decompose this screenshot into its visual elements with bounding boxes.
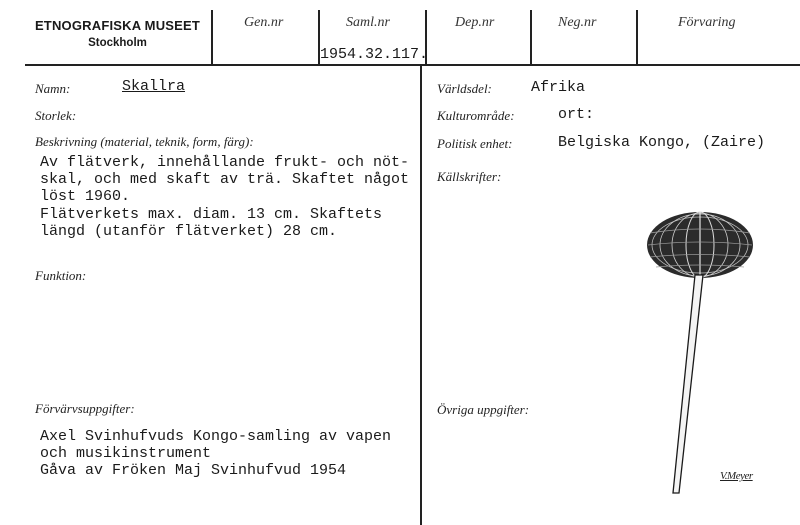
namn-label: Namn: — [35, 81, 71, 96]
gen-nr-label: Gen.nr — [244, 15, 284, 30]
beskrivning-line-1: Av flätverk, innehållande frukt- och nöt- — [40, 154, 410, 171]
kulturomrade-value: ort: — [558, 106, 595, 123]
center-vertical-rule — [420, 65, 422, 525]
header-divider-1 — [211, 10, 213, 65]
header-divider-5 — [636, 10, 638, 65]
ovriga-label: Övriga uppgifter: — [437, 402, 530, 417]
forvarv-line-3: Gåva av Fröken Maj Svinhufvud 1954 — [40, 462, 347, 479]
saml-nr-value: 1954.32.117. — [320, 46, 429, 63]
museum-name: ETNOGRAFISKA MUSEET — [34, 18, 201, 33]
forvarv-line-2: och musikinstrument — [40, 445, 212, 462]
museum-city: Stockholm — [88, 37, 147, 49]
beskrivning-label: Beskrivning (material, teknik, form, färg): — [35, 134, 254, 149]
beskrivning-line-4: Flätverkets max. diam. 13 cm. Skaftets — [40, 206, 383, 223]
forvaring-label: Förvaring — [678, 15, 736, 30]
politisk-label: Politisk enhet: — [437, 136, 513, 151]
rattle-handle — [673, 275, 703, 493]
varldsdel-value: Afrika — [531, 79, 586, 96]
artist-signature: V.Meyer — [720, 470, 753, 482]
beskrivning-line-2: skal, och med skaft av trä. Skaftet något — [40, 171, 410, 188]
rattle-basket — [647, 212, 753, 278]
kulturomrade-label: Kulturområde: — [437, 108, 515, 123]
beskrivning-line-5: längd (utanför flätverket) 28 cm. — [40, 223, 338, 240]
funktion-label: Funktion: — [35, 268, 87, 283]
rattle-drawing — [640, 205, 770, 495]
saml-nr-label: Saml.nr — [346, 15, 390, 30]
namn-value: Skallra — [122, 78, 186, 95]
forvarv-label: Förvärvsuppgifter: — [35, 401, 135, 416]
dep-nr-label: Dep.nr — [455, 15, 495, 30]
header-divider-4 — [530, 10, 532, 65]
neg-nr-label: Neg.nr — [558, 15, 597, 30]
politisk-value: Belgiska Kongo, (Zaire) — [558, 134, 766, 151]
header-bottom-rule — [25, 64, 800, 66]
varldsdel-label: Världsdel: — [437, 81, 492, 96]
beskrivning-line-3: löst 1960. — [40, 188, 131, 205]
storlek-label: Storlek: — [35, 108, 77, 123]
kallskrifter-label: Källskrifter: — [437, 169, 502, 184]
forvarv-line-1: Axel Svinhufvuds Kongo-samling av vapen — [40, 428, 392, 445]
museum-heading — [30, 18, 205, 49]
